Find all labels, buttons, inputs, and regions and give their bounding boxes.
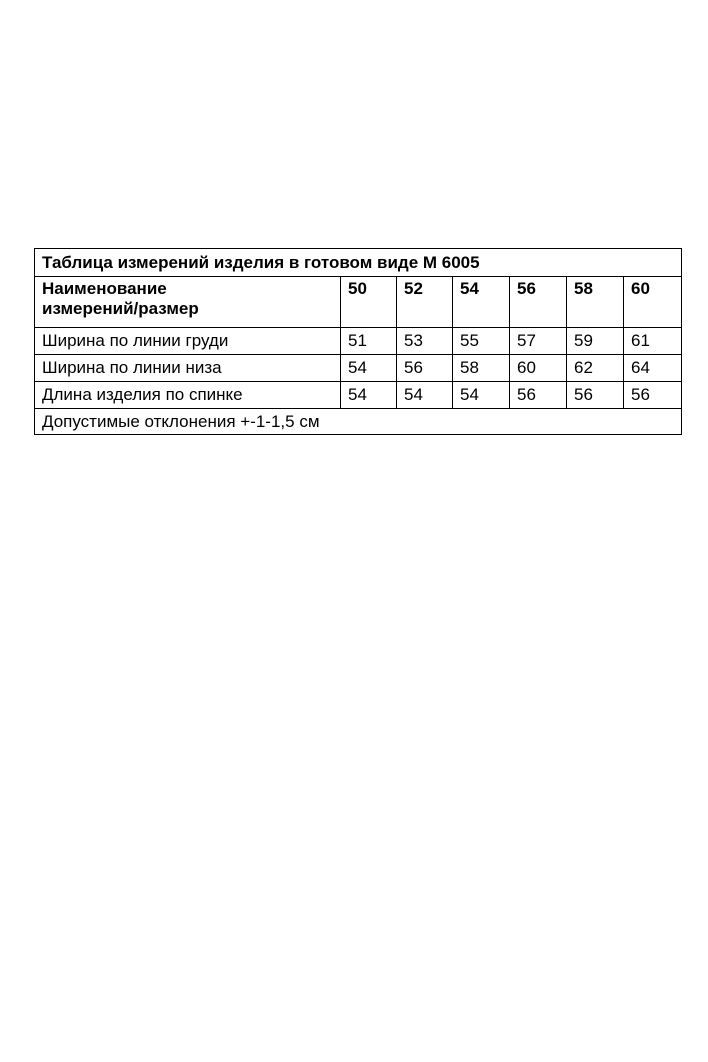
table-cell: 51 xyxy=(341,328,397,355)
tolerance-note-cell xyxy=(35,409,682,435)
table-cell: 60 xyxy=(510,355,567,382)
size-header-54: 54 xyxy=(453,277,510,328)
table-cell: 54 xyxy=(453,382,510,409)
size-measurement-table xyxy=(34,248,682,435)
row-label: Длина изделия по спинке xyxy=(35,382,341,409)
table-row xyxy=(35,355,682,382)
table-cell: 62 xyxy=(567,355,624,382)
table-cell: 58 xyxy=(453,355,510,382)
table-cell: 64 xyxy=(624,355,682,382)
row-label: Ширина по линии груди xyxy=(35,328,341,355)
size-header-52: 52 xyxy=(397,277,453,328)
table-cell: 56 xyxy=(510,382,567,409)
size-header-58: 58 xyxy=(567,277,624,328)
table-cell: 54 xyxy=(341,382,397,409)
table-cell: 55 xyxy=(453,328,510,355)
table-row xyxy=(35,382,682,409)
table-cell: 54 xyxy=(397,382,453,409)
table-cell: 56 xyxy=(567,382,624,409)
header-label-cell xyxy=(35,277,341,328)
size-header-60: 60 xyxy=(624,277,682,328)
table-cell: 59 xyxy=(567,328,624,355)
table-cell: 57 xyxy=(510,328,567,355)
header-label-line1: Наименование xyxy=(42,279,167,298)
table-cell: 54 xyxy=(341,355,397,382)
table-title: Таблица измерений изделия в готовом виде М 6005 xyxy=(42,253,480,272)
table-row xyxy=(35,328,682,355)
table-cell: 56 xyxy=(397,355,453,382)
tolerance-note-row xyxy=(35,409,682,435)
size-header-50: 50 xyxy=(341,277,397,328)
table-cell: 53 xyxy=(397,328,453,355)
size-header-56: 56 xyxy=(510,277,567,328)
row-label: Ширина по линии низа xyxy=(35,355,341,382)
table-title-row xyxy=(35,249,682,277)
table-header-row xyxy=(35,277,682,328)
tolerance-note: Допустимые отклонения +-1-1,5 см xyxy=(42,412,320,431)
table-cell: 61 xyxy=(624,328,682,355)
table-cell: 56 xyxy=(624,382,682,409)
header-label-line2: измерений/размер xyxy=(42,299,199,318)
table-title-cell xyxy=(35,249,682,277)
